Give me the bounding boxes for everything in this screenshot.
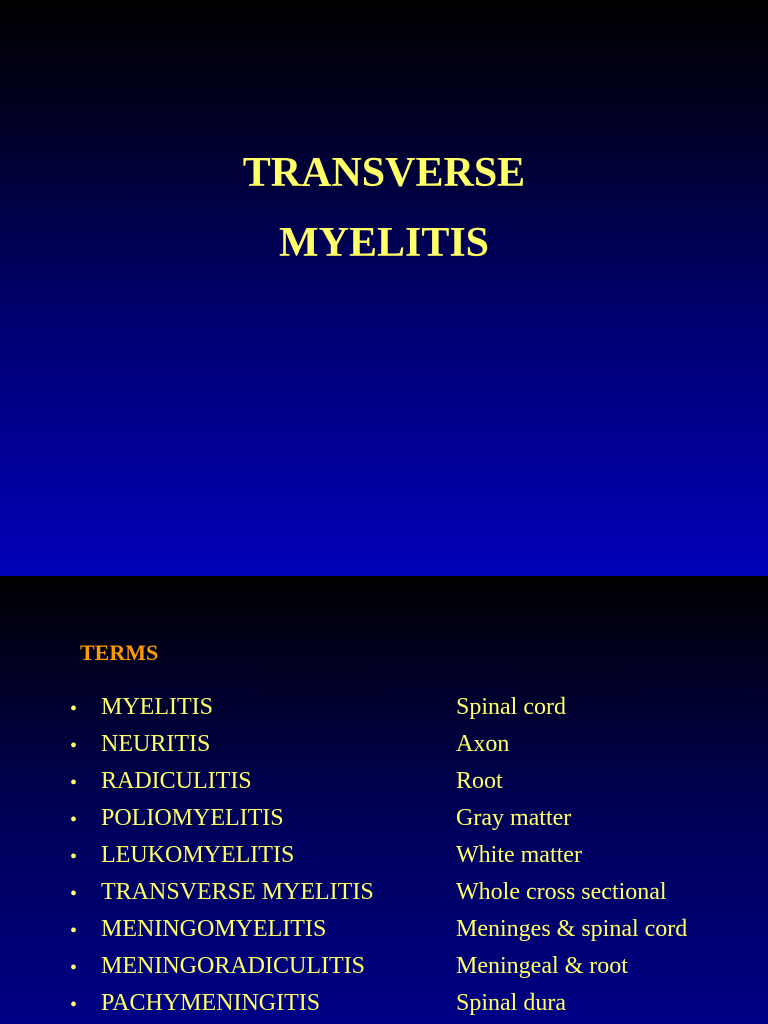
term-row — [0, 768, 768, 805]
term-row — [0, 916, 768, 953]
term-name: PACHYMENINGITIS — [101, 990, 321, 1016]
term-name: NEURITIS — [101, 731, 211, 757]
bullet-icon: • — [70, 846, 78, 868]
term-meaning: Spinal cord — [456, 694, 566, 720]
term-row — [0, 694, 768, 731]
term-row — [0, 879, 768, 916]
term-name: MENINGOMYELITIS — [101, 916, 327, 942]
terms-slide — [0, 576, 768, 1024]
bullet-icon: • — [70, 809, 78, 831]
bullet-icon: • — [70, 698, 78, 720]
term-name: POLIOMYELITIS — [101, 805, 284, 831]
title-line-1: TRANSVERSE — [242, 150, 526, 196]
term-meaning: Gray matter — [456, 805, 572, 831]
bullet-icon: • — [70, 883, 78, 905]
term-row — [0, 805, 768, 842]
term-row — [0, 842, 768, 879]
term-row — [0, 990, 768, 1024]
terms-list — [0, 694, 768, 1024]
term-row — [0, 953, 768, 990]
term-meaning: Meninges & spinal cord — [456, 916, 688, 942]
term-row — [0, 731, 768, 768]
slide-title — [0, 138, 768, 278]
term-name: LEUKOMYELITIS — [101, 842, 295, 868]
bullet-icon: • — [70, 735, 78, 757]
terms-heading: TERMS — [80, 640, 159, 665]
term-meaning: White matter — [456, 842, 582, 868]
term-name: TRANSVERSE MYELITIS — [101, 879, 374, 905]
term-meaning: Meningeal & root — [456, 953, 628, 979]
bullet-icon: • — [70, 957, 78, 979]
title-line-2: MYELITIS — [278, 220, 490, 266]
term-meaning: Axon — [456, 731, 510, 757]
bullet-icon: • — [70, 920, 78, 942]
bullet-icon: • — [70, 772, 78, 794]
term-name: MENINGORADICULITIS — [101, 953, 365, 979]
term-meaning: Root — [456, 768, 503, 794]
term-name: MYELITIS — [101, 694, 213, 720]
term-meaning: Spinal dura — [456, 990, 566, 1016]
term-meaning: Whole cross sectional — [456, 879, 667, 905]
term-name: RADICULITIS — [101, 768, 252, 794]
bullet-icon: • — [70, 994, 78, 1016]
